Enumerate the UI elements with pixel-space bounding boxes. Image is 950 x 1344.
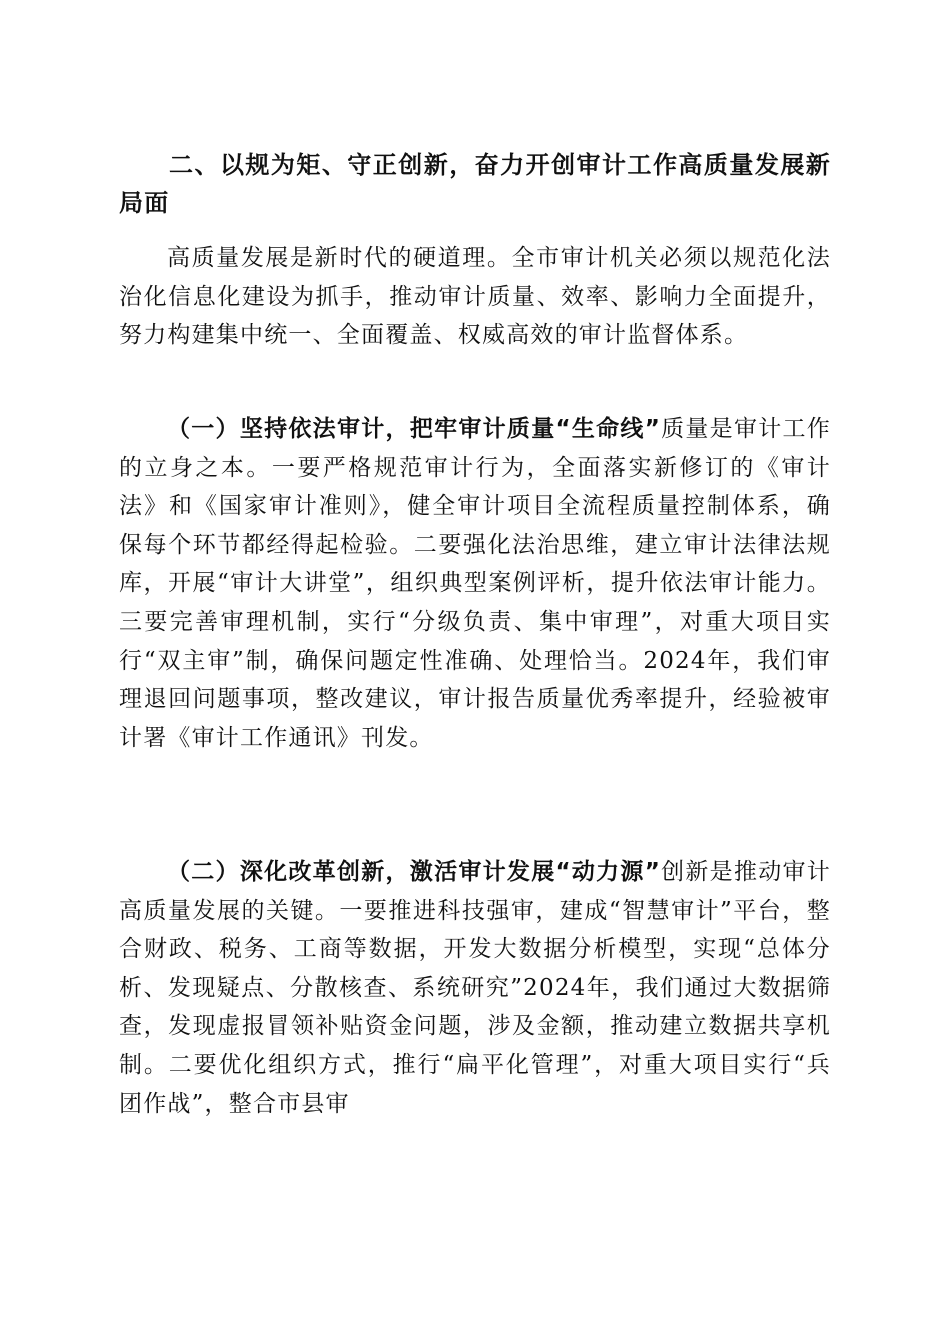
subsection-2-heading: （二）深化改革创新，激活审计发展“动力源” [167, 859, 662, 885]
intro-paragraph: 高质量发展是新时代的硬道理。全市审计机关必须以规范化法治化信息化建设为抓手，推动审计质量、效率、影响力全面提升，努力构建集中统一、全面覆盖、权威高效的审计监督体系。 [119, 245, 831, 349]
subsection-2-paragraph [119, 853, 831, 1123]
subsection-1-body: 质量是审计工作的立身之本。一要严格规范审计行为，全面落实新修订的《审计法》和《国家审计准则》，健全审计项目全流程质量控制体系，确保每个环节都经得起检验。二要强化法治思维，建立审计法律法规库，开展“审计大讲堂”，组织典型案例评析，提升依法审计能力。三要完善审理机制，实行“分级负责、集中审理”，对重大项目实行“双主审”制，确保问题定性准确、处理恰当。2024年，我们审理退回问题事项，整改建议，审计报告质量优秀率提升，经验被审计署《审计工作通讯》刊发。 [119, 416, 831, 751]
subsection-2-body: 创新是推动审计高质量发展的关键。一要推进科技强审，建成“智慧审计”平台，整合财政、税务、工商等数据，开发大数据分析模型，实现“总体分析、发现疑点、分散核查、系统研究”2024年，我们通过大数据筛查，发现虚报冒领补贴资金问题，涉及金额，推动建立数据共享机制。二要优化组织方式，推行“扁平化管理”，对重大项目实行“兵团作战”，整合市县审 [119, 859, 831, 1117]
subsection-1-paragraph [119, 410, 831, 757]
subsection-1-heading: （一）坚持依法审计，把牢审计质量“生命线” [167, 416, 662, 442]
section-heading: 二、以规为矩、守正创新，奋力开创审计工作高质量发展新局面 [119, 151, 831, 217]
